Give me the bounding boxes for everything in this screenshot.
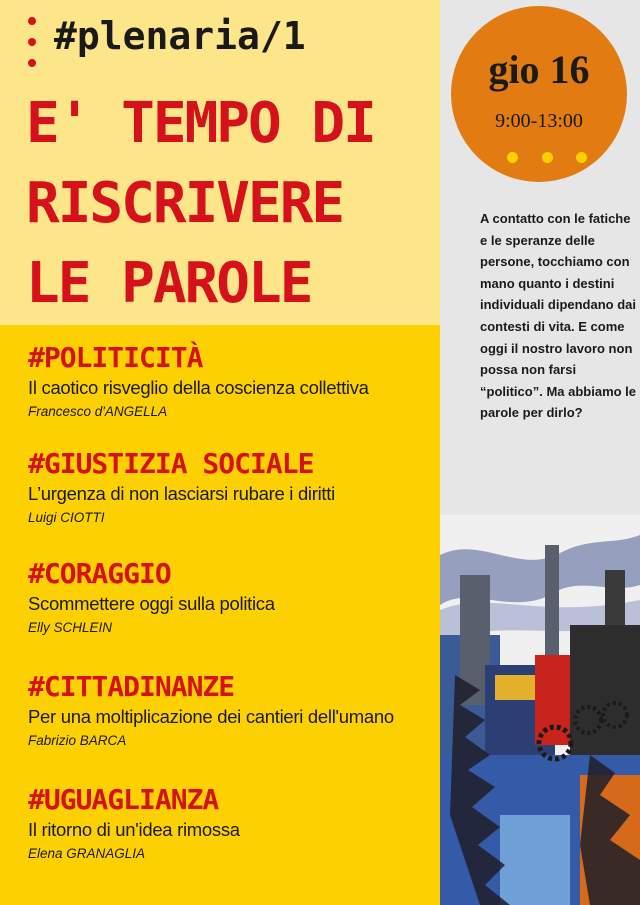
headline [26, 84, 375, 324]
illustration [440, 515, 640, 905]
colon-dots [28, 17, 36, 80]
headline-line-1: E' TEMPO DI [26, 91, 375, 156]
topic-uguaglianza [28, 783, 240, 865]
topic-tag: #CORAGGIO [28, 557, 171, 590]
art-block-yellow [495, 675, 535, 700]
topic-giustizia-sociale [28, 447, 335, 529]
ellipsis-dot [542, 152, 553, 163]
art-block-dark [570, 625, 640, 755]
topic-tag: #GIUSTIZIA SOCIALE [28, 447, 314, 480]
dot-top [28, 17, 36, 25]
topic-cittadinanze [28, 670, 394, 752]
topic-title: L’urgenza di non lasciarsi rubare i diritti [28, 483, 335, 504]
art-block-lightblue [500, 815, 570, 905]
intro-text: A contatto con le fatiche e le speranze delle persone, tocchiamo con mano quanto i destini individuali dipendano dai contesti di vita. E come oggi il nostro lavoro non possa non farsi “politico”. Ma abbiamo le parole per dirlo? [480, 211, 637, 421]
dot-middle [28, 38, 36, 46]
collage-illustration [440, 515, 640, 905]
topic-speaker: Elly SCHLEIN [28, 620, 113, 635]
topic-speaker: Luigi CIOTTI [28, 510, 105, 525]
topic-tag: #CITTADINANZE [28, 670, 235, 703]
ellipsis-dots [507, 152, 587, 163]
topic-title: Per una moltiplicazione dei cantieri dell'umano [28, 706, 394, 727]
topic-tag: #UGUAGLIANZA [28, 783, 219, 816]
ellipsis-dot [576, 152, 587, 163]
topic-speaker: Fabrizio BARCA [28, 733, 127, 748]
topic-politicita [28, 341, 369, 423]
headline-line-2: RISCRIVERE [26, 171, 344, 236]
ellipsis-dot [507, 152, 518, 163]
dot-bottom [28, 59, 36, 67]
topic-speaker: Elena GRANAGLIA [28, 846, 146, 861]
date-day: gio 16 [488, 47, 590, 92]
topic-speaker: Francesco d'ANGELLA [28, 404, 168, 419]
headline-line-3: LE PAROLE [26, 251, 312, 316]
date-badge [451, 6, 627, 182]
topic-title: Il ritorno di un'idea rimossa [28, 819, 240, 840]
topic-coraggio [28, 557, 275, 639]
session-tag: #plenaria/1 [54, 14, 306, 58]
date-time: 9:00-13:00 [495, 110, 583, 132]
topic-tag: #POLITICITÀ [28, 341, 203, 374]
topic-title: Il caotico risveglio della coscienza collettiva [28, 377, 369, 398]
topic-title: Scommettere oggi sulla politica [28, 593, 275, 614]
